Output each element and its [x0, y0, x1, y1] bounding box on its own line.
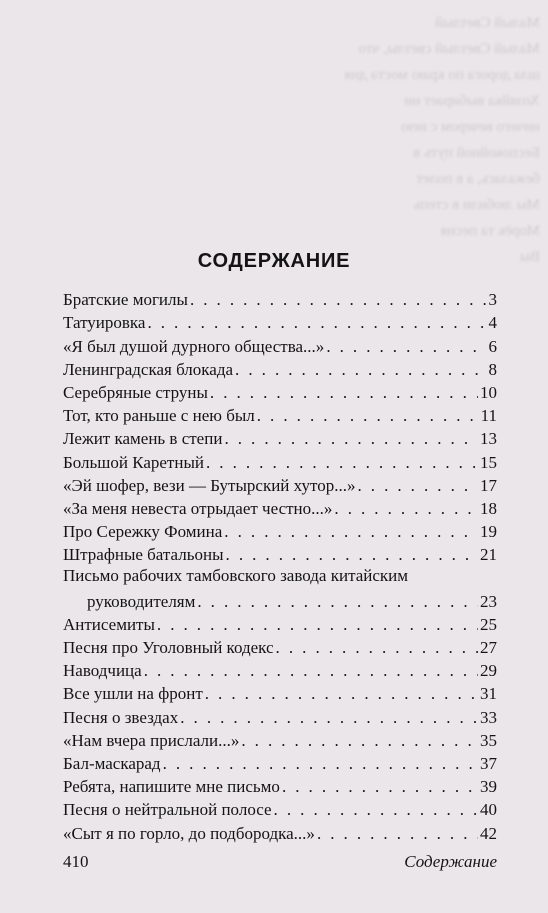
toc-entry[interactable] — [63, 635, 497, 658]
toc-entry[interactable] — [63, 403, 497, 426]
toc-entry-page: 13 — [480, 429, 497, 449]
toc-entry-title: Лежит камень в степи — [63, 429, 223, 449]
toc-entry-title: Штрафные батальоны — [63, 545, 224, 565]
toc-entry[interactable] — [63, 588, 497, 611]
toc-entry[interactable] — [63, 542, 497, 565]
toc-entry-page: 10 — [480, 382, 497, 402]
toc-entry[interactable] — [63, 658, 497, 681]
dot-leader — [282, 776, 478, 797]
toc-entry[interactable] — [63, 449, 497, 472]
toc-entry-title: Песня о нейтральной полосе — [63, 800, 272, 820]
toc-entry-title: Ленинградская блокада — [63, 359, 234, 379]
dot-leader — [257, 405, 479, 426]
dot-leader — [210, 382, 478, 403]
toc-entry-page: 35 — [480, 730, 497, 750]
toc-entry-page: 29 — [480, 661, 497, 681]
toc-entry-title: Письмо рабочих тамбовского завода китайским — [63, 566, 409, 586]
dot-leader — [147, 312, 486, 333]
toc-entry-page: 4 — [488, 313, 497, 333]
toc-entry-page: 42 — [480, 823, 497, 843]
toc-entry[interactable] — [63, 728, 497, 751]
dot-leader — [180, 707, 478, 728]
dot-leader — [334, 498, 478, 519]
toc-entry[interactable] — [63, 380, 497, 403]
toc-entry-page: 8 — [488, 359, 497, 379]
toc-entry-title: Про Сережку Фомина — [63, 522, 223, 542]
table-of-contents — [63, 287, 497, 844]
toc-entry[interactable] — [63, 426, 497, 449]
toc-entry[interactable] — [63, 820, 497, 843]
toc-entry[interactable] — [63, 797, 497, 820]
toc-entry-page: 40 — [480, 800, 497, 820]
toc-entry[interactable] — [63, 751, 497, 774]
toc-entry[interactable] — [63, 473, 497, 496]
toc-entry-title: Большой Каретный — [63, 452, 204, 472]
toc-entry-title: «Эй шофер, вези — Бутырский хутор...» — [63, 475, 356, 495]
toc-entry[interactable] — [63, 357, 497, 380]
toc-entry[interactable] — [63, 774, 497, 797]
dot-leader — [163, 753, 478, 774]
toc-entry-page: 21 — [480, 545, 497, 565]
toc-entry[interactable] — [63, 565, 497, 588]
toc-entry-page: 6 — [488, 336, 497, 356]
toc-entry-page: 18 — [480, 498, 497, 518]
toc-entry-page: 25 — [480, 614, 497, 634]
bleed-through-text: Малый Светлый Малый Светлый светлы, что шла дорога по краю моста дня Хозяйка выбирает ни ничего вечером с нею Беспокойной путь в бежалась, а в полет Мы любили в степь Морёк та песня Вы — [344, 15, 540, 265]
dot-leader — [226, 544, 478, 565]
toc-entry[interactable] — [63, 681, 497, 704]
toc-entry-title: руководителям — [87, 591, 196, 611]
toc-entry-title: Тот, кто раньше с нею был — [63, 406, 255, 426]
dot-leader — [197, 591, 478, 612]
dot-leader — [357, 475, 478, 496]
dot-leader — [326, 336, 486, 357]
toc-entry-title: «За меня невеста отрыдает честно...» — [63, 498, 333, 518]
toc-entry[interactable] — [63, 310, 497, 333]
dot-leader — [317, 823, 478, 844]
toc-entry-title: «Нам вчера прислали...» — [63, 730, 240, 750]
toc-entry-page: 15 — [480, 452, 497, 472]
toc-entry-page: 27 — [480, 638, 497, 657]
toc-entry-title: Антисемиты — [63, 614, 155, 634]
toc-entry[interactable] — [63, 496, 497, 519]
toc-entry-page: 23 — [480, 591, 497, 611]
dot-leader — [276, 637, 478, 658]
toc-entry-title: «Сыт я по горло, до подбородка...» — [63, 823, 315, 843]
dot-leader — [241, 730, 478, 751]
toc-entry-page: 33 — [480, 707, 497, 727]
toc-entry-title: Все ушли на фронт — [63, 684, 203, 704]
toc-entry-title: Ребята, напишите мне письмо — [63, 777, 280, 797]
toc-entry-title: «Я был душой дурного общества...» — [63, 336, 325, 356]
toc-entry-title: Бал-маскарад — [63, 753, 161, 773]
toc-entry-page: 39 — [480, 777, 497, 797]
toc-entry[interactable] — [63, 287, 497, 310]
toc-entry[interactable] — [63, 704, 497, 727]
running-title: Содержание — [404, 852, 497, 871]
dot-leader — [274, 799, 478, 820]
toc-entry-page: 3 — [488, 290, 497, 310]
toc-entry[interactable] — [63, 519, 497, 542]
toc-entry-page: 31 — [480, 684, 497, 704]
toc-entry[interactable] — [63, 333, 497, 356]
dot-leader — [224, 521, 478, 542]
toc-entry-title: Братские могилы — [63, 290, 188, 310]
toc-entry-page: 37 — [480, 753, 497, 773]
dot-leader — [224, 428, 478, 449]
dot-leader — [206, 452, 478, 473]
toc-entry[interactable] — [63, 612, 497, 635]
dot-leader — [190, 289, 487, 310]
toc-entry-page: 11 — [480, 406, 497, 426]
toc-entry-title: Татуировка — [63, 313, 146, 333]
toc-entry-title: Песня про Уголовный кодекс — [63, 638, 274, 657]
dot-leader — [144, 660, 478, 681]
page-title: СОДЕРЖАНИЕ — [197, 250, 351, 272]
toc-entry-title: Серебряные струны — [63, 382, 208, 402]
toc-entry-page: 19 — [480, 522, 497, 542]
dot-leader — [235, 359, 486, 380]
toc-entry-title: Наводчица — [63, 661, 142, 681]
toc-entry-title: Песня о звездах — [63, 707, 179, 727]
toc-entry-page: 17 — [480, 475, 497, 495]
page-number: 410 — [63, 852, 89, 871]
dot-leader — [157, 614, 478, 635]
dot-leader — [205, 683, 478, 704]
